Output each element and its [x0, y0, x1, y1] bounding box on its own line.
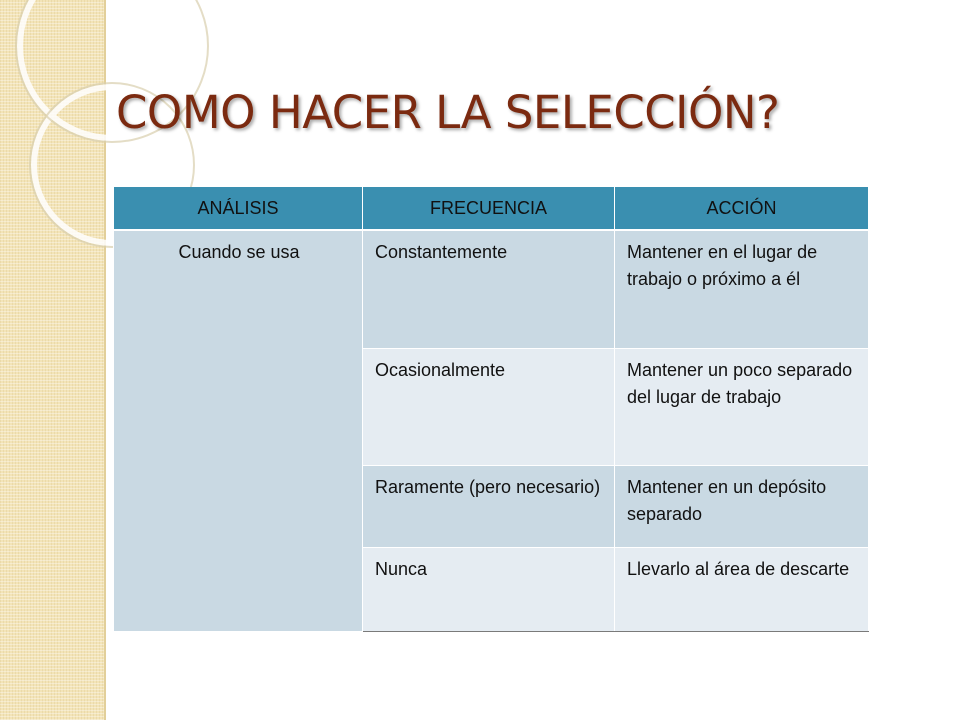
accion-cell: Llevarlo al área de descarte: [615, 547, 869, 631]
table-row: [114, 230, 869, 348]
header-analisis: ANÁLISIS: [114, 187, 363, 230]
table-header-row: [114, 187, 869, 230]
header-frecuencia: FRECUENCIA: [363, 187, 615, 230]
accion-cell: Mantener un poco separado del lugar de trabajo: [615, 348, 869, 465]
frecuencia-cell: Nunca: [363, 547, 615, 631]
slide-title: COMO HACER LA SELECCIÓN?: [116, 86, 780, 139]
analisis-cell: Cuando se usa: [114, 230, 363, 631]
frecuencia-cell: Constantemente: [363, 230, 615, 348]
frecuencia-cell: Ocasionalmente: [363, 348, 615, 465]
frecuencia-cell: Raramente (pero necesario): [363, 465, 615, 547]
selection-table: [113, 187, 869, 632]
accion-cell: Mantener en un depósito separado: [615, 465, 869, 547]
header-accion: ACCIÓN: [615, 187, 869, 230]
accion-cell: Mantener en el lugar de trabajo o próximo a él: [615, 230, 869, 348]
